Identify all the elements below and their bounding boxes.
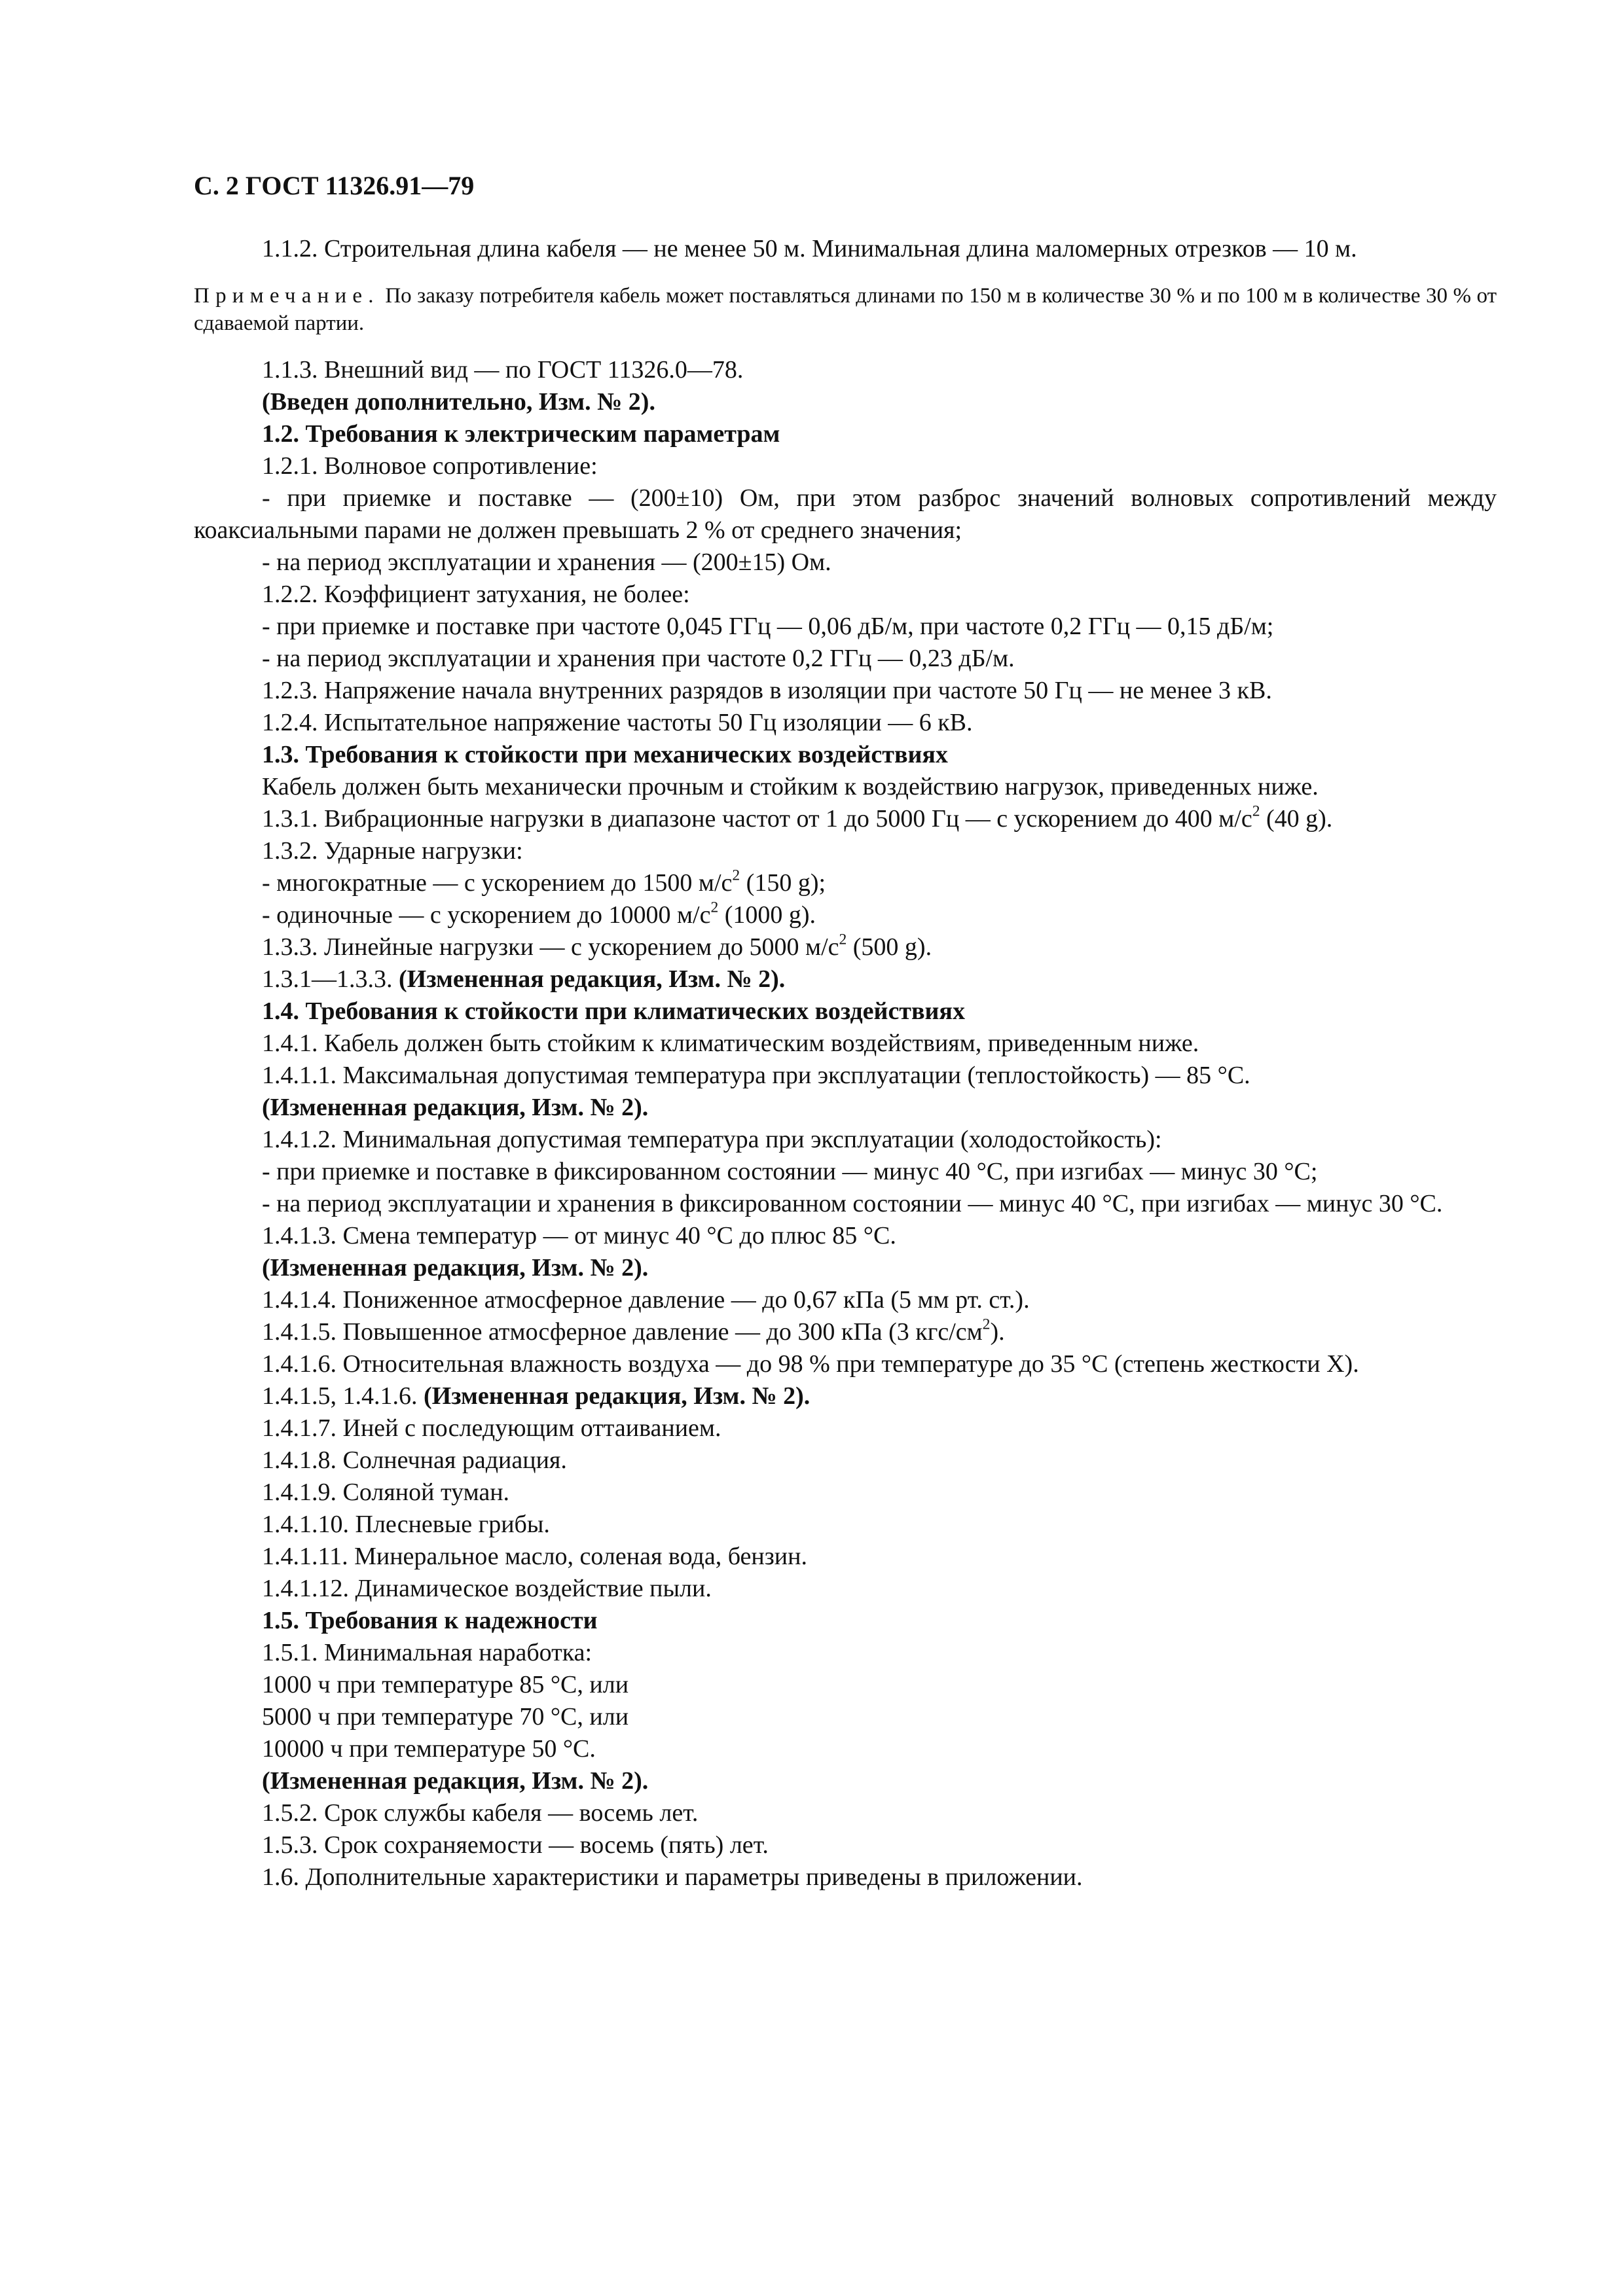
paragraph-text: 1.3. Требования к стойкости при механических воздействиях — [262, 741, 948, 768]
paragraph-text: 1.4. Требования к стойкости при климатических воздействиях — [262, 997, 965, 1025]
document-body — [194, 233, 1497, 1893]
paragraph-text: 1.4.1.10. Плесневые грибы. — [262, 1511, 550, 1538]
paragraph-amend-1-3 — [194, 963, 1497, 996]
paragraph-p-1-4-1-2-b — [194, 1188, 1497, 1220]
paragraph-text: - на период эксплуатации и хранения — (200±15) Ом. — [262, 548, 831, 576]
paragraph-p-1-3-1 — [194, 803, 1497, 835]
paragraph-p-1-2-2 — [194, 579, 1497, 611]
paragraph-text: 1.4.1.8. Солнечная радиация. — [262, 1446, 567, 1474]
paragraph-p-1-3-2-b — [194, 899, 1497, 931]
paragraph-text: 1.2. Требования к электрическим параметрам — [262, 420, 780, 448]
paragraph-text: 10000 ч при температуре 50 °С. — [262, 1735, 596, 1763]
paragraph-p-1-5-3 — [194, 1829, 1497, 1861]
paragraph-text: 1.4.1.7. Иней с последующим оттаиванием. — [262, 1414, 721, 1442]
paragraph-p-1-4-1-11 — [194, 1541, 1497, 1573]
paragraph-p-1-4-1-6 — [194, 1348, 1497, 1380]
paragraph-tail: (1000 g). — [718, 901, 816, 929]
paragraph-text: 1.3.2. Ударные нагрузки: — [262, 837, 523, 865]
paragraph-text: 1.1.3. Внешний вид — по ГОСТ 11326.0—78. — [262, 356, 744, 384]
paragraph-text: 1.4.1.1. Максимальная допустимая температура при эксплуатации (теплостойкость) — 85 °С. — [262, 1062, 1250, 1089]
paragraph-p-1-3-3 — [194, 931, 1497, 963]
paragraph-text: 1.6. Дополнительные характеристики и параметры приведены в приложении. — [262, 1863, 1083, 1891]
paragraph-p-1-4-1-8 — [194, 1444, 1497, 1477]
superscript: 2 — [732, 867, 740, 884]
paragraph-text: (Введен дополнительно, Изм. № 2). — [262, 388, 655, 416]
paragraph-p-1-5-2 — [194, 1797, 1497, 1829]
paragraph-p-1-4-1-5 — [194, 1316, 1497, 1348]
paragraph-p-1-4-1 — [194, 1028, 1497, 1060]
paragraph-p-1-4-1-1 — [194, 1060, 1497, 1092]
superscript: 2 — [1252, 802, 1260, 820]
paragraph-amend-added — [194, 386, 1497, 418]
paragraph-text: 1.3.1—1.3.3. — [262, 965, 399, 993]
paragraph-tail: ). — [990, 1318, 1005, 1346]
paragraph-p-1-4-1-2-a — [194, 1156, 1497, 1188]
paragraph-amend-1-4-1-3 — [194, 1252, 1497, 1284]
paragraph-text: 1.4.1.5. Повышенное атмосферное давление — до 300 кПа (3 кгс/см — [262, 1318, 983, 1346]
paragraph-p-1-2-3 — [194, 675, 1497, 707]
paragraph-text: - при приемке и поставке — (200±10) Ом, при этом разброс значений волновых сопротивлений между коаксиальными парами не должен превышать 2 % от среднего значения; — [194, 484, 1497, 544]
note-label: Примечание. — [194, 284, 380, 308]
paragraph-tail: (40 g). — [1260, 805, 1333, 833]
paragraph-p-1-5-1 — [194, 1637, 1497, 1669]
paragraph-text: - многократные — с ускорением до 1500 м/с — [262, 869, 733, 897]
paragraph-text: 1.4.1.6. Относительная влажность воздуха — до 98 % при температуре до 35 °С (степень жесткости X). — [262, 1350, 1359, 1378]
paragraph-amend-1-4-1-5 — [194, 1380, 1497, 1412]
paragraph-p-1-2-1-b — [194, 547, 1497, 579]
paragraph-text: 1.3.3. Линейные нагрузки — с ускорением до 5000 м/с — [262, 933, 839, 961]
page-header: С. 2 ГОСТ 11326.91—79 — [194, 171, 475, 200]
amendment-note: (Измененная редакция, Изм. № 2). — [424, 1382, 811, 1410]
paragraph-text: (Измененная редакция, Изм. № 2). — [262, 1254, 649, 1282]
paragraph-amend-1-4-1-1 — [194, 1092, 1497, 1124]
paragraph-h-1-5 — [194, 1605, 1497, 1637]
paragraph-text: 1.2.1. Волновое сопротивление: — [262, 452, 598, 480]
paragraph-h-1-2 — [194, 418, 1497, 450]
superscript: 2 — [982, 1316, 991, 1333]
paragraph-p-1-3-2-a — [194, 867, 1497, 899]
paragraph-p-1-5-1-a — [194, 1669, 1497, 1701]
paragraph-p-1-2-1 — [194, 450, 1497, 482]
paragraph-text: - при приемке и поставке в фиксированном состоянии — минус 40 °С, при изгибах — минус 30 °С; — [262, 1158, 1318, 1185]
paragraph-p-1-1-3 — [194, 354, 1497, 386]
paragraph-p-1-3-intro — [194, 771, 1497, 803]
paragraph-text: 5000 ч при температуре 70 °С, или — [262, 1703, 629, 1731]
paragraph-p-1-4-1-4 — [194, 1284, 1497, 1316]
paragraph-text: (Измененная редакция, Изм. № 2). — [262, 1094, 649, 1121]
paragraph-text: 1.1.2. Строительная длина кабеля — не менее 50 м. Минимальная длина маломерных отрезков — 10 м. — [262, 235, 1357, 262]
paragraph-text: 1.3.1. Вибрационные нагрузки в диапазоне частот от 1 до 5000 Гц — с ускорением до 400 м/с — [262, 805, 1252, 833]
paragraph-text: 1.5.1. Минимальная наработка: — [262, 1639, 593, 1666]
paragraph-text: 1.2.2. Коэффициент затухания, не более: — [262, 581, 690, 608]
amendment-note: (Измененная редакция, Изм. № 2). — [399, 965, 786, 993]
paragraph-p-1-5-1-c — [194, 1733, 1497, 1765]
paragraph-p-1-4-1-2 — [194, 1124, 1497, 1156]
paragraph-p-1-4-1-9 — [194, 1477, 1497, 1509]
paragraph-p-1-2-1-a — [194, 482, 1497, 547]
paragraph-text: - на период эксплуатации и хранения при частоте 0,2 ГГц — 0,23 дБ/м. — [262, 645, 1015, 672]
paragraph-p-1-5-1-b — [194, 1701, 1497, 1733]
paragraph-tail: (150 g); — [740, 869, 826, 897]
paragraph-h-1-4 — [194, 996, 1497, 1028]
paragraph-text: - при приемке и поставке при частоте 0,045 ГГц — 0,06 дБ/м, при частоте 0,2 ГГц — 0,15 дБ/м; — [262, 613, 1274, 640]
paragraph-p-1-2-4 — [194, 707, 1497, 739]
paragraph-p-1-6 — [194, 1861, 1497, 1893]
paragraph-text: 1000 ч при температуре 85 °С, или — [262, 1671, 629, 1698]
paragraph-p-1-2-2-b — [194, 643, 1497, 675]
paragraph-h-1-3 — [194, 739, 1497, 771]
paragraph-text: 1.2.3. Напряжение начала внутренних разрядов в изоляции при частоте 50 Гц — не менее 3 кВ. — [262, 677, 1272, 704]
superscript: 2 — [710, 899, 719, 916]
paragraph-text: 1.2.4. Испытательное напряжение частоты 50 Гц изоляции — 6 кВ. — [262, 709, 973, 736]
paragraph-p-1-1-2 — [194, 233, 1497, 265]
paragraph-p-1-4-1-12 — [194, 1573, 1497, 1605]
paragraph-text: 1.4.1.5, 1.4.1.6. — [262, 1382, 424, 1410]
paragraph-text: 1.4.1.11. Минеральное масло, соленая вода, бензин. — [262, 1543, 807, 1570]
paragraph-text: 1.4.1.3. Смена температур — от минус 40 °С до плюс 85 °С. — [262, 1222, 896, 1249]
paragraph-p-1-4-1-10 — [194, 1509, 1497, 1541]
paragraph-text: 1.5.3. Срок сохраняемости — восемь (пять) лет. — [262, 1831, 769, 1859]
paragraph-text: - одиночные — с ускорением до 10000 м/с — [262, 901, 711, 929]
paragraph-text: 1.4.1.9. Соляной туман. — [262, 1479, 510, 1506]
paragraph-note — [194, 282, 1497, 337]
paragraph-p-1-4-1-7 — [194, 1412, 1497, 1444]
paragraph-text: 1.4.1.12. Динамическое воздействие пыли. — [262, 1575, 712, 1602]
paragraph-text: Кабель должен быть механически прочным и стойким к воздействию нагрузок, приведенных ниже. — [262, 773, 1319, 800]
paragraph-text: 1.4.1.2. Минимальная допустимая температура при эксплуатации (холодостойкость): — [262, 1126, 1162, 1153]
paragraph-text: По заказу потребителя кабель может поставляться длинами по 150 м в количестве 30 % и по 100 м в количестве 30 % от сдаваемой партии. — [194, 284, 1497, 335]
paragraph-text: - на период эксплуатации и хранения в фиксированном состоянии — минус 40 °С, при изгибах — минус 30 °С. — [262, 1190, 1443, 1217]
paragraph-text: 1.4.1.4. Пониженное атмосферное давление — до 0,67 кПа (5 мм рт. ст.). — [262, 1286, 1030, 1314]
paragraph-p-1-2-2-a — [194, 611, 1497, 643]
paragraph-p-1-3-2 — [194, 835, 1497, 867]
paragraph-amend-1-5-1 — [194, 1765, 1497, 1797]
paragraph-text: 1.4.1. Кабель должен быть стойким к климатическим воздействиям, приведенным ниже. — [262, 1030, 1199, 1057]
superscript: 2 — [839, 931, 847, 948]
paragraph-text: (Измененная редакция, Изм. № 2). — [262, 1767, 649, 1795]
paragraph-tail: (500 g). — [847, 933, 932, 961]
paragraph-text: 1.5.2. Срок службы кабеля — восемь лет. — [262, 1799, 699, 1827]
paragraph-text: 1.5. Требования к надежности — [262, 1607, 598, 1634]
paragraph-p-1-4-1-3 — [194, 1220, 1497, 1252]
